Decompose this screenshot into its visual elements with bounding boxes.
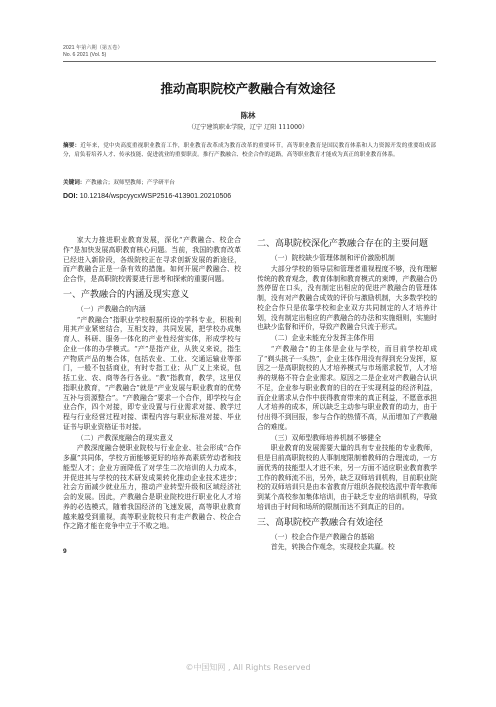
section-heading-3: 三、高职院校产教融合有效途径: [257, 517, 384, 528]
author: 陈林: [240, 111, 256, 120]
abstract: [63, 142, 436, 159]
header-rule: [63, 61, 436, 62]
abstract-text: 近年来，党中央高度重视职业教育工作，职业教育改革成为教育改革的重要环节，高等职业教育是国民教育体系和人力资源开发的重要组成部分，肩负着培养人才、传承技能、促进就业的重要职责。推行产教融合、校企合作的道路，高等职业教育才能成为真正的职业教育体系。: [63, 143, 436, 158]
subsection-heading-1-2: （二）产教深度融合的现实意义: [76, 433, 174, 442]
paper-title: 推动高职院校产教融合有效途径: [160, 81, 336, 96]
doi-value: 10.12184/wspcyycxWSP2516-413901.20210506: [79, 193, 232, 200]
right-column: [257, 236, 437, 553]
page-number: 9: [63, 548, 67, 555]
doi: [63, 193, 231, 200]
affiliation: （辽宁建筑职业学院，辽宁 辽阳 111000）: [187, 124, 309, 131]
issue-en: No. 6 2021 (Vol. 5): [63, 52, 107, 58]
section-heading-1: 一、产教融合的内涵及现实意义: [63, 289, 190, 300]
keywords-text: 产教融合；双师型教师；产学研平台: [85, 180, 175, 186]
issue-cn: 2021 年第六期（第五卷）: [63, 45, 123, 51]
subsection-heading-2-1: （一）院校缺少管理体制和评价激励机制: [270, 254, 395, 262]
section-heading-2: 二、高职院校深化产教融合存在的主要问题: [257, 239, 429, 249]
keywords: [63, 178, 436, 186]
subsection-heading-2-3: （三）双师型教师培养机制不够健全: [270, 433, 382, 442]
left-column: [63, 236, 241, 532]
watermark: ©中国知网 , All Rights Reserved: [185, 663, 311, 672]
subsection-heading-3-1: （一）校企合作是产教融合的基础: [270, 532, 375, 541]
paragraph-6: 首先，转换合作观念，实现校企共赢。校: [270, 543, 395, 552]
paragraph-1: “产教融合”指职业学校根据所设的学科专业，积极利用其产业紧密结合，互相支持，共同发展，把学校办成集育人、科研、服务一体化的产业性经营实体，形成学校与企业一体的办学模式。“产”是指产业，从狭义来说，指生产物质产品的集合体，包括农业、工业、交通运输业等部门，一般不包括商业，有时专指工业；从广义上来说，包括工业、农、商等各行各业。“教”指教育，教学，这里仅指职业教育，“产教融合”就是“产业发展与职业教育的优势互补与资源整合”。“产教融合”要求一个合作，即学校与企业合作，四个对接，即专业设置与行业需求对接、教学过程与行业经营过程对接、课程内容与职业标准对接、毕业证书与职业资格证书对接。: [63, 315, 241, 431]
paragraph-5: 职业教育的发展需要大量的具有专业技能的专业教师，但是目前高职院校的人事制度限制着教师的合理流动，一方面优秀的技能型人才进不来，另一方面不适应职业教育教学工作的教师流不出，另外，缺乏双师培训机构，目前职业院校的双师培训只是由本省教育厅组织各院校选派中青年教师到某个高校参加集体培训，由于缺乏专业的培训机构，导致培训由于时间和场所的限制而达不到真正的目的。: [257, 444, 437, 511]
subsection-heading-2-2: （二）企业未能充分发挥主体作用: [270, 334, 375, 342]
paragraph-4: “产教融合”的主体是企业与学校，而目前学校却成了“剃头挑子一头热”，企业主体作用没有得到充分发挥，原因之一是高职院校的人才培养模式与市场需求脱节，人才培养的规格不符合企业需求。原因之二是企业对产教融合认识不足，企业参与职业教育的目的在于实现利益的经济利益，而企业需求从合作中获得教育带来的真正利益，不愿意承担人才培养的成本，所以缺乏主动参与职业教育的动力，由于付出得不到回报，参与合作的热情不高，从而增加了产教融合的难度。: [257, 344, 437, 431]
paragraph-3: 大部分学校的领导层和管理者重视程度不够，没有理解传统的教育观念，教育体制和教育模式的束缚，产教融合仍然停留在口头，没有制定出相应的促进产教融合的管理体制，没有对产教融合成效的评价与激励机制，大多数学校的校企合作只是依靠学校和企业双方共同制定的人才培养计划，没有制定出相应的产教融合的办法和实施细则，实施时也缺少监督和评价，导致产教融合只流于形式。: [257, 264, 437, 332]
subsection-heading-1-1: （一）产教融合的内涵: [76, 304, 146, 313]
intro-paragraph: 家大力推进职业教育发展，深化“产教融合、校企合作”是加快发展高职教育核心问题。当前，我国的教育改革已经进入新阶段，各级院校正在寻求创新发展的新途径，而产教融合正是一条有效的措施。如何开展产教融合、校企合作，是高职院校需要进行思考和探索的重要问题。: [63, 236, 241, 283]
keywords-label: 关键词：: [63, 180, 86, 186]
abstract-label: 摘要：: [63, 143, 81, 149]
paragraph-2: 产教深度融合使职业院校与行业企业、社会形成“合作多赢”共同体，学校方面能够更好的培养高素质劳动者和技能型人才；企业方面降低了对学生二次培训的人力成本，并促进其与学校的技术研发成果转化推动企业技术进步；社会方面减少就业压力，推动产业转型升级和区域经济社会的发展。因此，产教融合是职业院校进行职业化人才培养的必选模式，随着我国经济的飞速发展，高等职业教育越来越受到重视，高等职业院校只有走产教融合、校企合作之路才能在竞争中立于不败之地。: [63, 444, 241, 531]
doi-label: DOI:: [63, 193, 78, 200]
